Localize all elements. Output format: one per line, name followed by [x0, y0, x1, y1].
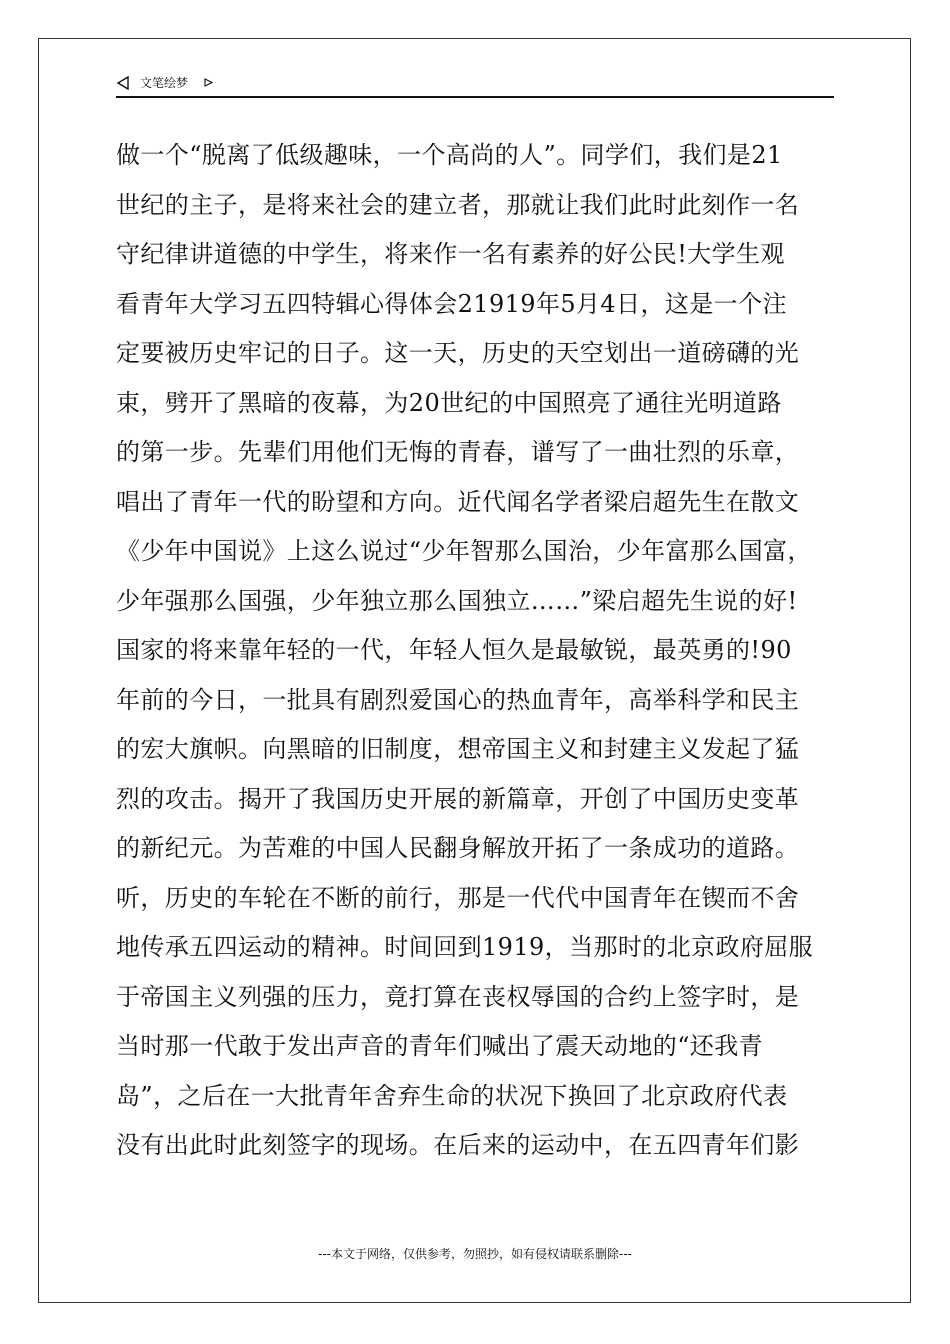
text-line: 烈的攻击。揭开了我国历史开展的新篇章，开创了中国历史变革: [116, 784, 800, 813]
document-body: [116, 131, 834, 1171]
triangle-right-outline-icon: [204, 78, 213, 87]
text-line: 岛”，之后在一大批青年舍弃生命的状况下换回了北京政府代表: [116, 1081, 788, 1110]
text-line: 地传承五四运动的精神。时间回到1919，当那时的北京政府屈服: [116, 933, 814, 961]
text-line: 国家的将来靠年轻的一代，年轻人恒久是最敏锐，最英勇的!90: [116, 636, 792, 664]
text-line: 少年强那么国强，少年独立那么国独立……”梁启超先生说的好!: [116, 586, 798, 615]
text-line: 守纪律讲道德的中学生，将来作一名有素养的好公民!大学生观: [116, 240, 785, 268]
text-line: 听，历史的车轮在不断的前行，那是一代代中国青年在锲而不舍: [116, 883, 800, 912]
text-line: 定要被历史牢记的日子。这一天，历史的天空划出一道磅礴的光: [116, 339, 800, 367]
text-line: 看青年大学习五四特辑心得体会21919年5月4日，这是一个注: [116, 289, 787, 318]
text-line: 于帝国主义列强的压力，竟打算在丧权辱国的合约上签字时，是: [116, 982, 800, 1011]
text-line: 《少年中国说》上这么说过“少年智那么国治，少年富那么国富，: [116, 537, 812, 565]
text-line: 没有出此时此刻签字的现场。在后来的运动中，在五四青年们影: [116, 1131, 800, 1159]
text-line: 的第一步。先辈们用他们无悔的青春，谱写了一曲壮烈的乐章，: [116, 438, 800, 466]
text-line: 当时那一代敢于发出声音的青年们喊出了震天动地的“还我青: [116, 1032, 764, 1060]
header-title: 文笔绘梦: [140, 76, 189, 90]
text-line: 的新纪元。为苦难的中国人民翻身解放开拓了一条成功的道路。: [116, 834, 800, 862]
text-line: 做一个“脱离了低级趣味，一个高尚的人”。同学们，我们是21: [116, 141, 783, 169]
page-footer: ---本文于网络，仅供参考，勿照抄，如有侵权请联系删除---: [318, 1247, 632, 1261]
triangle-left-outline-icon: [116, 76, 130, 90]
text-line: 的宏大旗帜。向黑暗的旧制度，想帝国主义和封建主义发起了猛: [116, 735, 800, 763]
text-line: 世纪的主子，是将来社会的建立者，那就让我们此时此刻作一名: [116, 190, 800, 219]
text-line: 唱出了青年一代的盼望和方向。近代闻名学者梁启超先生在散文: [116, 487, 800, 516]
text-line: 束，劈开了黑暗的夜幕，为20世纪的中国照亮了通往光明道路: [116, 388, 782, 417]
page-header: [116, 72, 834, 98]
text-line: 年前的今日，一批具有剧烈爱国心的热血青年，高举科学和民主: [116, 685, 800, 714]
